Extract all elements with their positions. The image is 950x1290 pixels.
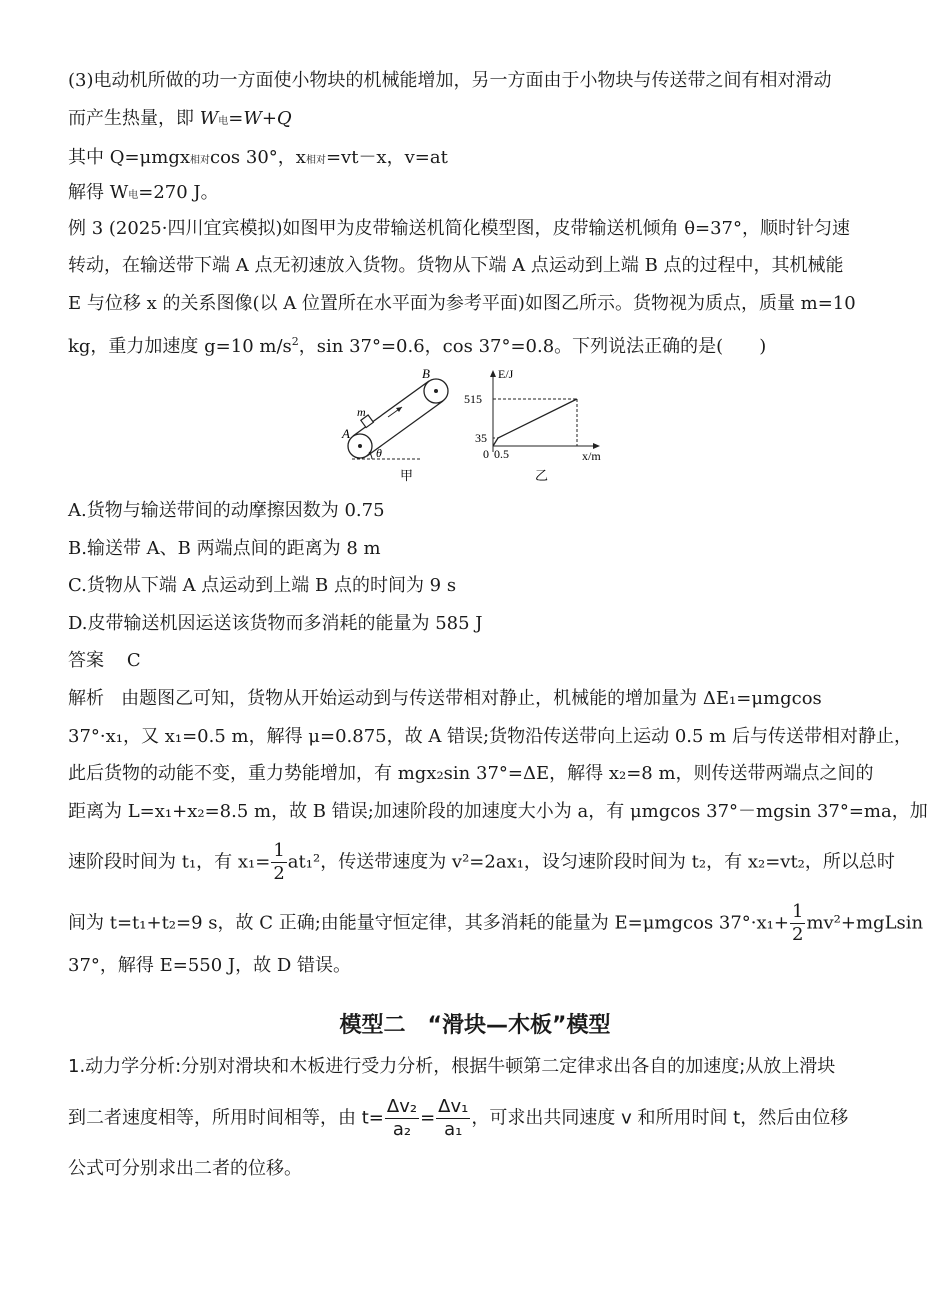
analysis-text6b: mv²+mgLsin bbox=[806, 912, 924, 934]
analysis-text1: 由题图乙可知，货物从开始运动到与传送带相对静止，机械能的增加量为 ΔE₁=μmgcos bbox=[121, 688, 822, 709]
analysis-line5 bbox=[68, 840, 895, 884]
origin-label: 0 bbox=[483, 447, 489, 461]
option-b: B.输送带 A、B 两端点间的距离为 8 m bbox=[68, 538, 381, 559]
part3-sub-dian-2: 电 bbox=[128, 190, 139, 201]
section-line1: 1.动力学分析:分别对滑块和木板进行受力分析，根据牛顿第二定律求出各自的加速度;从放上滑块 bbox=[68, 1056, 836, 1077]
label-B: B bbox=[422, 366, 430, 381]
example-line2: 转动，在输送带下端 A 点无初速放入货物。货物从下端 A 点运动到上端 B 点的过程中，其机械能 bbox=[68, 255, 844, 276]
ylabel: E/J bbox=[498, 367, 514, 381]
example-line4 bbox=[68, 329, 880, 360]
caption-jia: 甲 bbox=[400, 468, 414, 483]
example-line4-a: kg，重力加速度 g=10 m/s bbox=[68, 336, 292, 357]
figure-yi bbox=[464, 367, 601, 483]
part3-line3-b: cos 30°，x bbox=[210, 147, 306, 168]
ytick-515: 515 bbox=[464, 392, 482, 406]
example-line1: 例 3 (2025·四川宜宾模拟)如图甲为皮带输送机简化模型图，皮带输送机倾角 θ=37°，顺时针匀速 bbox=[68, 218, 851, 239]
part3-sub-xiangdui: 相对 bbox=[190, 155, 211, 166]
example-line4-b: ，sin 37°=0.6，cos 37°=0.8。下列说法正确的是( ) bbox=[298, 336, 767, 357]
option-d: D.皮带输送机因运送该货物而多消耗的能量为 585 J bbox=[68, 613, 483, 634]
fraction-dv1-a1: $\frac{\text{Δv₁}}{\text{a₁}}$ bbox=[438, 1096, 469, 1140]
part3-sub-xiangdui-2: 相对 bbox=[305, 155, 326, 166]
part3-sub-dian: 电 bbox=[218, 116, 229, 127]
part3-line2 bbox=[68, 106, 880, 135]
analysis-label: 解析 bbox=[68, 688, 104, 709]
example-line3: E 与位移 x 的关系图像(以 A 位置所在水平面为参考平面)如图乙所示。货物视为质点，质量 m=10 bbox=[68, 293, 856, 314]
option-a: A.货物与输送带间的动摩擦因数为 0.75 bbox=[68, 500, 385, 521]
section-text2a: 到二者速度相等，所用时间相等，由 t= bbox=[68, 1107, 384, 1129]
part3-line1: (3)电动机所做的功一方面使小物块的机械能增加，另一方面由于小物块与传送带之间有相对滑动 bbox=[68, 70, 832, 91]
section-text2b: ，可求出共同速度 v 和所用时间 t，然后由位移 bbox=[471, 1107, 849, 1129]
part3-line2-text: 而产生热量，即 bbox=[68, 108, 200, 129]
part3-line3-c: =vt－x，v=at bbox=[325, 147, 448, 168]
analysis-line7: 37°，解得 E=550 J，故 D 错误。 bbox=[68, 955, 352, 976]
analysis-text5b: at₁²，传送带速度为 v²=2ax₁，设匀速阶段时间为 t₂，有 x₂=vt₂，所以总时 bbox=[287, 851, 895, 873]
xtick-0.5: 0.5 bbox=[494, 447, 509, 461]
energy-line bbox=[493, 399, 577, 446]
part3-line4-a: 解得 W bbox=[68, 182, 129, 203]
analysis-text5a: 速阶段时间为 t₁，有 x₁= bbox=[68, 851, 271, 873]
ytick-35: 35 bbox=[475, 431, 487, 445]
answer-value: C bbox=[126, 650, 141, 671]
analysis-text6a: 间为 t=t₁+t₂=9 s，故 C 正确;由能量守恒定律，其多消耗的能量为 E=μmgcos 37°·x₁+ bbox=[68, 912, 789, 934]
part3-W: W bbox=[199, 108, 219, 129]
answer-line bbox=[68, 648, 880, 674]
option-c: C.货物从下端 A 点运动到上端 B 点的时间为 9 s bbox=[68, 575, 457, 596]
analysis-line6 bbox=[68, 901, 924, 945]
part3-line4 bbox=[68, 180, 880, 209]
answer-label: 答案 bbox=[68, 650, 104, 671]
part3-line4-b: =270 J。 bbox=[138, 182, 219, 203]
fraction-half-2: $\frac{1}{2}$ bbox=[791, 901, 804, 945]
example-line4-sup: 2 bbox=[291, 335, 299, 348]
section-line3: 公式可分别求出二者的位移。 bbox=[68, 1158, 302, 1179]
part3-line3 bbox=[68, 145, 880, 174]
section-line2 bbox=[68, 1098, 880, 1139]
fraction-half-1: $\frac{1}{2}$ bbox=[273, 840, 285, 884]
label-m: m bbox=[357, 405, 366, 419]
figure bbox=[330, 364, 620, 486]
section-title: 模型二 “滑块—木板”模型 bbox=[339, 1013, 611, 1038]
section-eq: = bbox=[420, 1107, 436, 1129]
xlabel: x/m bbox=[582, 449, 601, 463]
fraction-dv2-a2: $\frac{\text{Δv₂}}{\text{a₂}}$ bbox=[386, 1096, 418, 1140]
part3-eq1: =W+Q bbox=[228, 108, 292, 129]
caption-yi: 乙 bbox=[535, 468, 549, 483]
analysis-line1 bbox=[68, 686, 880, 712]
analysis-line4: 距离为 L=x₁+x₂=8.5 m，故 B 错误;加速阶段的加速度大小为 a，有 μmgcos 37°－mgsin 37°=ma，加 bbox=[68, 801, 928, 822]
part3-line3-a: 其中 Q=μmgx bbox=[68, 147, 191, 168]
analysis-line2: 37°·x₁，又 x₁=0.5 m，解得 μ=0.875，故 A 错误;货物沿传送带向上运动 0.5 m 后与传送带相对静止， bbox=[68, 726, 912, 747]
label-A: A bbox=[342, 426, 350, 441]
label-theta: θ bbox=[376, 446, 382, 460]
figure-jia bbox=[341, 366, 448, 483]
analysis-line3: 此后货物的动能不变，重力势能增加，有 mgx₂sin 37°=ΔE，解得 x₂=8 m，则传送带两端点之间的 bbox=[68, 763, 874, 784]
